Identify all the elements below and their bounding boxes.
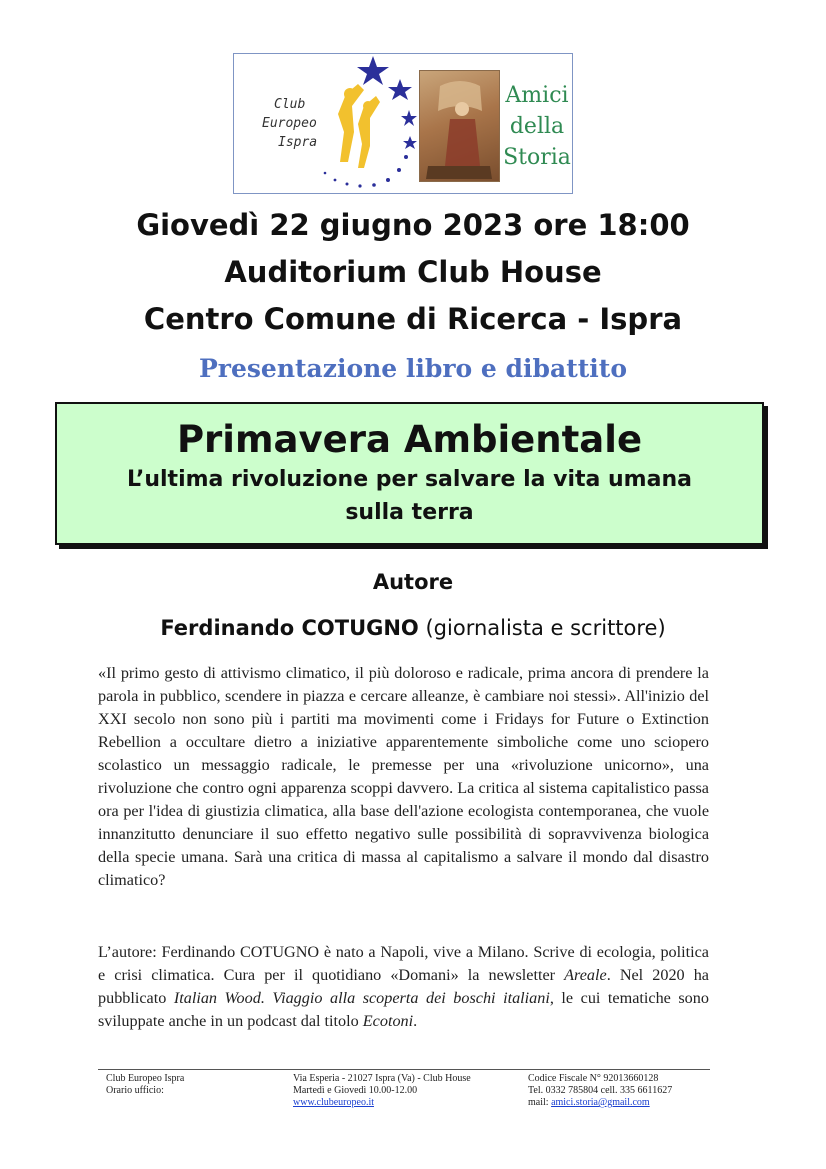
- footer-club-name: Club Europeo Ispra: [106, 1073, 185, 1084]
- footer-col-club: [106, 1073, 184, 1097]
- header-logo-box: [233, 53, 573, 194]
- club-name-line2: Europeo: [262, 116, 317, 131]
- author-bio: [98, 941, 709, 1033]
- event-date-time: Giovedì 22 giugno 2023 ore 18:00: [136, 208, 690, 242]
- book-title: Primavera Ambientale: [176, 418, 643, 461]
- event-place: Centro Comune di Ricerca - Ispra: [143, 302, 683, 336]
- amici-della-storia-logo: [502, 80, 572, 173]
- amici-line1: Amici: [505, 83, 569, 108]
- club-name-line1: Club: [274, 97, 306, 112]
- footer-mail-label: mail:: [528, 1097, 552, 1108]
- footer-col-contacts: [528, 1073, 672, 1109]
- footer-fiscal-code: Codice Fiscale N° 92013660128: [528, 1073, 659, 1084]
- amici-line2: della: [509, 114, 565, 139]
- event-venue: Auditorium Club House: [224, 255, 602, 289]
- bio-book: Italian Wood. Viaggio alla scoperta dei boschi italiani: [173, 989, 550, 1007]
- bio-part4: .: [413, 1012, 418, 1030]
- book-subtitle-line1: L’ultima rivoluzione per salvare la vita umana: [127, 467, 692, 492]
- footer-hours: Martedì e Giovedì 10.00-12.00: [293, 1085, 418, 1096]
- bio-part2: . Nel 2020 ha pubblicato: [98, 966, 709, 1007]
- author-label: Autore: [372, 570, 454, 594]
- author-line: [0, 616, 826, 640]
- bio-part1: L’autore: Ferdinando COTUGNO è nato a Napoli, vive a Milano. Scrive di ecologia, politica e crisi climatica. Cura per il quotidiano «Domani» la newsletter: [98, 943, 709, 984]
- footer-col-address: [293, 1073, 471, 1109]
- footer-address: Via Esperia - 21027 Ispra (Va) - Club House: [293, 1073, 471, 1084]
- footer-divider: [98, 1069, 710, 1070]
- footer-office-hours-label: Orario ufficio:: [106, 1085, 164, 1096]
- event-type: Presentazione libro e dibattito: [198, 354, 628, 383]
- book-subtitle-line2: sulla terra: [345, 500, 474, 525]
- painting-figure-icon: [420, 71, 499, 181]
- bio-areale: Areale: [564, 966, 607, 984]
- historic-painting-image: [419, 70, 500, 182]
- star-icon: [324, 56, 417, 188]
- footer-email-link[interactable]: amici.storia@gmail.com: [551, 1097, 650, 1108]
- bio-part3: , le cui tematiche sono sviluppate anche in un podcast dal titolo: [98, 989, 709, 1030]
- author-name: Ferdinando COTUGNO: [160, 616, 419, 640]
- book-description: «Il primo gesto di attivismo climatico, il più doloroso e radicale, prima ancora di prendere la parola in pubblico, scendere in piazza e cercare alleanze, è cambiare noi stessi». All'inizio del XXI secolo non sono più i partiti ma movimenti come i Fridays for Future o Extinction Rebellion a occultare dietro a iniziative apparentemente simboliche come uno sciopero scolastico un messaggio radicale, le premesse per una «rivoluzione unicorno», una rivoluzione che contro ogni apparenza scoppi davvero. La critica al sistema capitalistico passa ora per l'idea di giustizia climatica, alla base dell'azione ecologista contemporanea, che vuole innanzitutto denunciare il suo effetto negativo sulle possibilità di sopravvivenza biologica della specie umana. Sarà una critica di massa al capitalismo a salvare il mondo dal disastro climatico?: [98, 664, 709, 889]
- author-role: (giornalista e scrittore): [425, 616, 666, 640]
- bio-podcast: Ecotoni: [362, 1012, 414, 1030]
- figures-icon: [338, 84, 380, 168]
- footer-phone: Tel. 0332 785804 cell. 335 6611627: [528, 1085, 673, 1096]
- book-title-box: [55, 402, 764, 545]
- amici-line3: Storia: [503, 145, 571, 170]
- footer-website-link[interactable]: www.clubeuropeo.it: [293, 1097, 374, 1108]
- club-name-line3: Ispra: [278, 135, 318, 150]
